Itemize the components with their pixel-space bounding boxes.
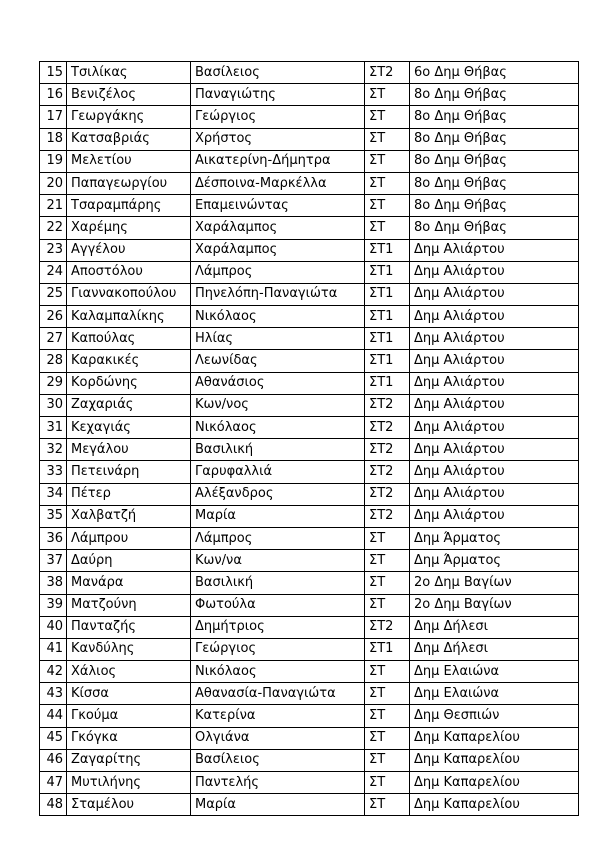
specialty-cell: ΣΤ2 (365, 505, 410, 527)
surname-cell: Γεωργάκης (67, 106, 191, 128)
first-name-cell: Βασίλειος (191, 62, 365, 84)
surname-cell: Κανδύλης (67, 638, 191, 660)
first-name-cell: Νικόλαος (191, 661, 365, 683)
first-name-cell: Κατερίνα (191, 705, 365, 727)
school-cell: 8ο Δημ Θήβας (410, 84, 579, 106)
school-cell: Δημ Δήλεσι (410, 638, 579, 660)
row-number: 28 (40, 350, 67, 372)
table-row (40, 106, 579, 128)
row-number: 17 (40, 106, 67, 128)
specialty-cell: ΣΤ (365, 172, 410, 194)
table-row (40, 328, 579, 350)
school-cell: 2ο Δημ Βαγίων (410, 572, 579, 594)
surname-cell: Πανταζής (67, 616, 191, 638)
row-number: 48 (40, 794, 67, 816)
specialty-cell: ΣΤ (365, 572, 410, 594)
school-cell: Δημ Αλιάρτου (410, 306, 579, 328)
row-number: 37 (40, 550, 67, 572)
surname-cell: Χαλβατζή (67, 505, 191, 527)
specialty-cell: ΣΤ (365, 705, 410, 727)
specialty-cell: ΣΤ (365, 794, 410, 816)
table-row (40, 594, 579, 616)
surname-cell: Μανάρα (67, 572, 191, 594)
first-name-cell: Ολγιάνα (191, 727, 365, 749)
school-cell: Δημ Καπαρελίου (410, 727, 579, 749)
table-row (40, 350, 579, 372)
surname-cell: Σταμέλου (67, 794, 191, 816)
specialty-cell: ΣΤ (365, 128, 410, 150)
table-row (40, 239, 579, 261)
row-number: 42 (40, 661, 67, 683)
first-name-cell: Βασιλική (191, 439, 365, 461)
surname-cell: Ματζούνη (67, 594, 191, 616)
row-number: 25 (40, 283, 67, 305)
row-number: 36 (40, 527, 67, 549)
specialty-cell: ΣΤ (365, 195, 410, 217)
table-row (40, 217, 579, 239)
row-number: 32 (40, 439, 67, 461)
table-row (40, 62, 579, 84)
table-row (40, 527, 579, 549)
table-row (40, 572, 579, 594)
specialty-cell: ΣΤ1 (365, 306, 410, 328)
table-row (40, 550, 579, 572)
surname-cell: Χάλιος (67, 661, 191, 683)
first-name-cell: Βασιλική (191, 572, 365, 594)
row-number: 44 (40, 705, 67, 727)
table-row (40, 705, 579, 727)
school-cell: Δημ Καπαρελίου (410, 772, 579, 794)
first-name-cell: Μαρία (191, 505, 365, 527)
specialty-cell: ΣΤ (365, 594, 410, 616)
row-number: 15 (40, 62, 67, 84)
row-number: 47 (40, 772, 67, 794)
surname-cell: Κατσαβριάς (67, 128, 191, 150)
table-row (40, 461, 579, 483)
specialty-cell: ΣΤ1 (365, 261, 410, 283)
table-row (40, 394, 579, 416)
table-row (40, 749, 579, 771)
table-row (40, 439, 579, 461)
surname-cell: Καρακικές (67, 350, 191, 372)
school-cell: 6ο Δημ Θήβας (410, 62, 579, 84)
table-row (40, 261, 579, 283)
school-cell: 8ο Δημ Θήβας (410, 172, 579, 194)
specialty-cell: ΣΤ1 (365, 328, 410, 350)
specialty-cell: ΣΤ (365, 683, 410, 705)
table-row (40, 616, 579, 638)
specialty-cell: ΣΤ1 (365, 638, 410, 660)
first-name-cell: Χρήστος (191, 128, 365, 150)
school-cell: Δημ Ελαιώνα (410, 661, 579, 683)
specialty-cell: ΣΤ (365, 217, 410, 239)
school-cell: Δημ Άρματος (410, 527, 579, 549)
first-name-cell: Αλέξανδρος (191, 483, 365, 505)
table-row (40, 661, 579, 683)
school-cell: Δημ Αλιάρτου (410, 350, 579, 372)
surname-cell: Κίσσα (67, 683, 191, 705)
school-cell: Δημ Καπαρελίου (410, 794, 579, 816)
school-cell: Δημ Αλιάρτου (410, 417, 579, 439)
first-name-cell: Γεώργιος (191, 638, 365, 660)
surname-cell: Κορδώνης (67, 372, 191, 394)
specialty-cell: ΣΤ1 (365, 350, 410, 372)
first-name-cell: Λεωνίδας (191, 350, 365, 372)
first-name-cell: Κων/να (191, 550, 365, 572)
row-number: 39 (40, 594, 67, 616)
first-name-cell: Κων/νος (191, 394, 365, 416)
row-number: 38 (40, 572, 67, 594)
first-name-cell: Παντελής (191, 772, 365, 794)
specialty-cell: ΣΤ (365, 527, 410, 549)
specialty-cell: ΣΤ1 (365, 239, 410, 261)
school-cell: 8ο Δημ Θήβας (410, 217, 579, 239)
table-row (40, 195, 579, 217)
table-row (40, 128, 579, 150)
teacher-table (39, 61, 579, 816)
surname-cell: Αγγέλου (67, 239, 191, 261)
surname-cell: Τσαραμπάρης (67, 195, 191, 217)
first-name-cell: Χαράλαμπος (191, 217, 365, 239)
first-name-cell: Νικόλαος (191, 417, 365, 439)
specialty-cell: ΣΤ2 (365, 439, 410, 461)
surname-cell: Πέτερ (67, 483, 191, 505)
surname-cell: Γκόγκα (67, 727, 191, 749)
row-number: 27 (40, 328, 67, 350)
school-cell: Δημ Αλιάρτου (410, 261, 579, 283)
school-cell: 2ο Δημ Βαγίων (410, 594, 579, 616)
first-name-cell: Λάμπρος (191, 261, 365, 283)
first-name-cell: Αθανάσιος (191, 372, 365, 394)
specialty-cell: ΣΤ2 (365, 483, 410, 505)
row-number: 18 (40, 128, 67, 150)
school-cell: Δημ Ελαιώνα (410, 683, 579, 705)
specialty-cell: ΣΤ (365, 727, 410, 749)
first-name-cell: Γαρυφαλλιά (191, 461, 365, 483)
surname-cell: Καπούλας (67, 328, 191, 350)
first-name-cell: Νικόλαος (191, 306, 365, 328)
surname-cell: Γιαννακοπούλου (67, 283, 191, 305)
school-cell: Δημ Αλιάρτου (410, 283, 579, 305)
school-cell: Δημ Αλιάρτου (410, 372, 579, 394)
surname-cell: Δαύρη (67, 550, 191, 572)
specialty-cell: ΣΤ2 (365, 461, 410, 483)
school-cell: Δημ Αλιάρτου (410, 439, 579, 461)
specialty-cell: ΣΤ1 (365, 372, 410, 394)
surname-cell: Πετεινάρη (67, 461, 191, 483)
specialty-cell: ΣΤ (365, 84, 410, 106)
school-cell: 8ο Δημ Θήβας (410, 128, 579, 150)
first-name-cell: Γεώργιος (191, 106, 365, 128)
table-row (40, 794, 579, 816)
row-number: 33 (40, 461, 67, 483)
row-number: 41 (40, 638, 67, 660)
table-row (40, 727, 579, 749)
school-cell: Δημ Θεσπιών (410, 705, 579, 727)
table-body (40, 62, 579, 816)
row-number: 19 (40, 150, 67, 172)
school-cell: Δημ Αλιάρτου (410, 328, 579, 350)
row-number: 24 (40, 261, 67, 283)
surname-cell: Παπαγεωργίου (67, 172, 191, 194)
first-name-cell: Μαρία (191, 794, 365, 816)
row-number: 30 (40, 394, 67, 416)
row-number: 31 (40, 417, 67, 439)
first-name-cell: Λάμπρος (191, 527, 365, 549)
specialty-cell: ΣΤ (365, 106, 410, 128)
table-row (40, 683, 579, 705)
table-row (40, 638, 579, 660)
school-cell: Δημ Αλιάρτου (410, 483, 579, 505)
first-name-cell: Επαμεινώντας (191, 195, 365, 217)
surname-cell: Αποστόλου (67, 261, 191, 283)
table-row (40, 483, 579, 505)
row-number: 29 (40, 372, 67, 394)
row-number: 23 (40, 239, 67, 261)
surname-cell: Κεχαγιάς (67, 417, 191, 439)
first-name-cell: Αικατερίνη-Δήμητρα (191, 150, 365, 172)
table-row (40, 372, 579, 394)
row-number: 22 (40, 217, 67, 239)
table-row (40, 172, 579, 194)
table-row (40, 283, 579, 305)
specialty-cell: ΣΤ (365, 772, 410, 794)
row-number: 20 (40, 172, 67, 194)
first-name-cell: Φωτούλα (191, 594, 365, 616)
school-cell: 8ο Δημ Θήβας (410, 150, 579, 172)
row-number: 46 (40, 749, 67, 771)
surname-cell: Βενιζέλος (67, 84, 191, 106)
row-number: 35 (40, 505, 67, 527)
surname-cell: Γκούμα (67, 705, 191, 727)
row-number: 34 (40, 483, 67, 505)
specialty-cell: ΣΤ (365, 150, 410, 172)
first-name-cell: Βασίλειος (191, 749, 365, 771)
table-row (40, 417, 579, 439)
surname-cell: Καλαμπαλίκης (67, 306, 191, 328)
specialty-cell: ΣΤ2 (365, 417, 410, 439)
school-cell: 8ο Δημ Θήβας (410, 106, 579, 128)
row-number: 26 (40, 306, 67, 328)
school-cell: Δημ Αλιάρτου (410, 505, 579, 527)
school-cell: 8ο Δημ Θήβας (410, 195, 579, 217)
row-number: 43 (40, 683, 67, 705)
school-cell: Δημ Αλιάρτου (410, 461, 579, 483)
row-number: 40 (40, 616, 67, 638)
first-name-cell: Ηλίας (191, 328, 365, 350)
table-row (40, 505, 579, 527)
school-cell: Δημ Άρματος (410, 550, 579, 572)
surname-cell: Μελετίου (67, 150, 191, 172)
first-name-cell: Χαράλαμπος (191, 239, 365, 261)
specialty-cell: ΣΤ2 (365, 616, 410, 638)
first-name-cell: Πηνελόπη-Παναγιώτα (191, 283, 365, 305)
specialty-cell: ΣΤ2 (365, 394, 410, 416)
surname-cell: Χαρέμης (67, 217, 191, 239)
table-row (40, 150, 579, 172)
table-row (40, 84, 579, 106)
specialty-cell: ΣΤ1 (365, 283, 410, 305)
row-number: 45 (40, 727, 67, 749)
first-name-cell: Δημήτριος (191, 616, 365, 638)
school-cell: Δημ Καπαρελίου (410, 749, 579, 771)
specialty-cell: ΣΤ (365, 661, 410, 683)
row-number: 16 (40, 84, 67, 106)
table-row (40, 772, 579, 794)
surname-cell: Τσιλίκας (67, 62, 191, 84)
first-name-cell: Αθανασία-Παναγιώτα (191, 683, 365, 705)
surname-cell: Ζαγαρίτης (67, 749, 191, 771)
row-number: 21 (40, 195, 67, 217)
school-cell: Δημ Δήλεσι (410, 616, 579, 638)
school-cell: Δημ Αλιάρτου (410, 394, 579, 416)
specialty-cell: ΣΤ (365, 749, 410, 771)
specialty-cell: ΣΤ2 (365, 62, 410, 84)
surname-cell: Μυτιλήνης (67, 772, 191, 794)
surname-cell: Λάμπρου (67, 527, 191, 549)
first-name-cell: Παναγιώτης (191, 84, 365, 106)
specialty-cell: ΣΤ (365, 550, 410, 572)
school-cell: Δημ Αλιάρτου (410, 239, 579, 261)
table-row (40, 306, 579, 328)
surname-cell: Μεγάλου (67, 439, 191, 461)
surname-cell: Ζαχαριάς (67, 394, 191, 416)
first-name-cell: Δέσποινα-Μαρκέλλα (191, 172, 365, 194)
